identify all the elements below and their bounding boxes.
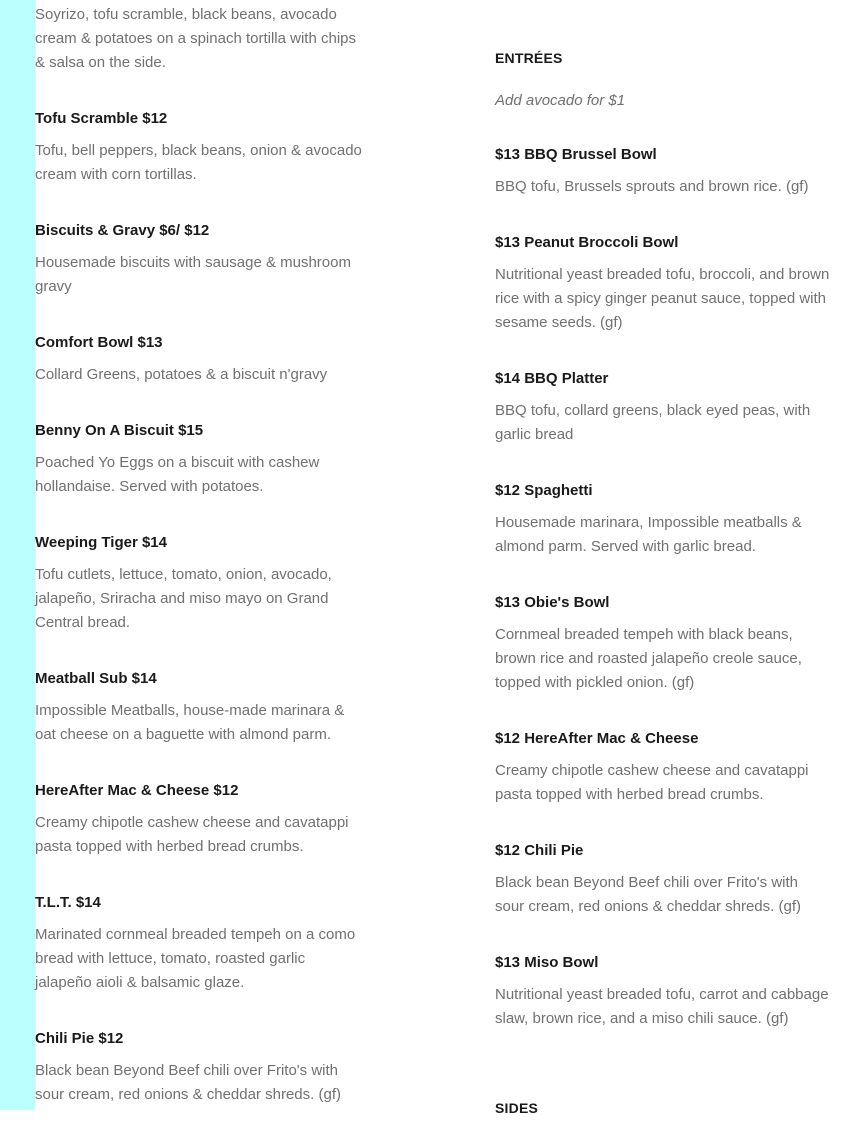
menu-item (495, 951, 830, 1031)
menu-item (35, 419, 365, 499)
menu-item (495, 839, 830, 919)
menu-item-title: Comfort Bowl $13 (35, 334, 163, 351)
menu-item-description: Black bean Beyond Beef chili over Frito's with sour cream, red onions & cheddar shreds. (gf) (35, 1062, 341, 1103)
left-accent-stripe (0, 0, 35, 1110)
menu-item (35, 531, 365, 635)
menu-item (35, 667, 365, 747)
menu-item-title: $12 Spaghetti (495, 482, 593, 499)
menu-item-title: Benny On A Biscuit $15 (35, 422, 204, 439)
menu-item (35, 107, 365, 187)
menu-item (35, 1027, 365, 1107)
menu-item-description: Marinated cornmeal breaded tempeh on a como bread with lettuce, tomato, roasted garlic jalapeño aioli & balsamic glaze. (35, 926, 356, 991)
menu-item-title: Tofu Scramble $12 (35, 110, 168, 127)
menu-item-description: BBQ tofu, Brussels sprouts and brown rice. (gf) (495, 178, 809, 195)
menu-item-title: $12 Chili Pie (495, 842, 584, 859)
menu-item-description: Nutritional yeast breaded tofu, carrot and cabbage slaw, brown rice, and a miso chili sauce. (gf) (495, 986, 829, 1027)
menu-item-title: $13 Obie's Bowl (495, 594, 610, 611)
menu-item-description: BBQ tofu, collard greens, black eyed peas, with garlic bread (495, 402, 811, 443)
menu-item (35, 779, 365, 859)
menu-item-title: Weeping Tiger $14 (35, 534, 167, 551)
menu-item-description: Housemade biscuits with sausage & mushroom gravy (35, 254, 351, 295)
menu-item-description: Tofu cutlets, lettuce, tomato, onion, avocado, jalapeño, Sriracha and miso mayo on Grand Central bread. (35, 566, 332, 631)
section-note: Add avocado for $1 (495, 92, 626, 109)
menu-item-description: Cornmeal breaded tempeh with black beans, brown rice and roasted jalapeño creole sauce, topped with pickled onion. (gf) (495, 626, 802, 691)
menu-item (495, 231, 830, 335)
menu-item-title: $13 BBQ Brussel Bowl (495, 146, 657, 163)
menu-item (35, 891, 365, 995)
menu-item (35, 219, 365, 299)
menu-item-description: Collard Greens, potatoes & a biscuit n'gravy (35, 366, 328, 383)
menu-item (35, 331, 365, 387)
menu-column-left (35, 3, 365, 1139)
menu-item-title: Biscuits & Gravy $6/ $12 (35, 222, 210, 239)
menu-item-description: Tofu, bell peppers, black beans, onion & avocado cream with corn tortillas. (35, 142, 362, 183)
menu-item-title: $12 HereAfter Mac & Cheese (495, 730, 699, 747)
menu-item (495, 479, 830, 559)
menu-item-title: $14 BBQ Platter (495, 370, 609, 387)
menu-item-description: Creamy chipotle cashew cheese and cavatappi pasta topped with herbed bread crumbs. (495, 762, 809, 803)
menu-item (495, 591, 830, 695)
menu-item-description: Creamy chipotle cashew cheese and cavatappi pasta topped with herbed bread crumbs. (35, 814, 349, 855)
section-heading-sides: SIDES (495, 1100, 539, 1116)
section-heading-entrees: ENTRÉES (495, 50, 563, 66)
menu-column-right (495, 46, 830, 1063)
menu-item-title: $13 Peanut Broccoli Bowl (495, 234, 679, 251)
menu-item (495, 367, 830, 447)
menu-item-description: Housemade marinara, Impossible meatballs & almond parm. Served with garlic bread. (495, 514, 802, 555)
menu-item-title: Meatball Sub $14 (35, 670, 157, 687)
menu-item (495, 143, 830, 199)
menu-item (495, 727, 830, 807)
menu-item-description: Poached Yo Eggs on a biscuit with cashew hollandaise. Served with potatoes. (35, 454, 320, 495)
menu-item-title: Chili Pie $12 (35, 1030, 124, 1047)
menu-item-description: Impossible Meatballs, house-made marinara & oat cheese on a baguette with almond parm. (35, 702, 345, 743)
menu-item-description: Black bean Beyond Beef chili over Frito's with sour cream, red onions & cheddar shreds. (gf) (495, 874, 801, 915)
menu-item-title: HereAfter Mac & Cheese $12 (35, 782, 239, 799)
menu-item-description: Soyrizo, tofu scramble, black beans, avocado cream & potatoes on a spinach tortilla with chips & salsa on the side. (35, 6, 356, 71)
menu-item-title: T.L.T. $14 (35, 894, 101, 911)
menu-item-title: $13 Miso Bowl (495, 954, 599, 971)
menu-item (35, 3, 365, 75)
menu-item-description: Nutritional yeast breaded tofu, broccoli, and brown rice with a spicy ginger peanut sauce, topped with sesame seeds. (gf) (495, 266, 830, 331)
